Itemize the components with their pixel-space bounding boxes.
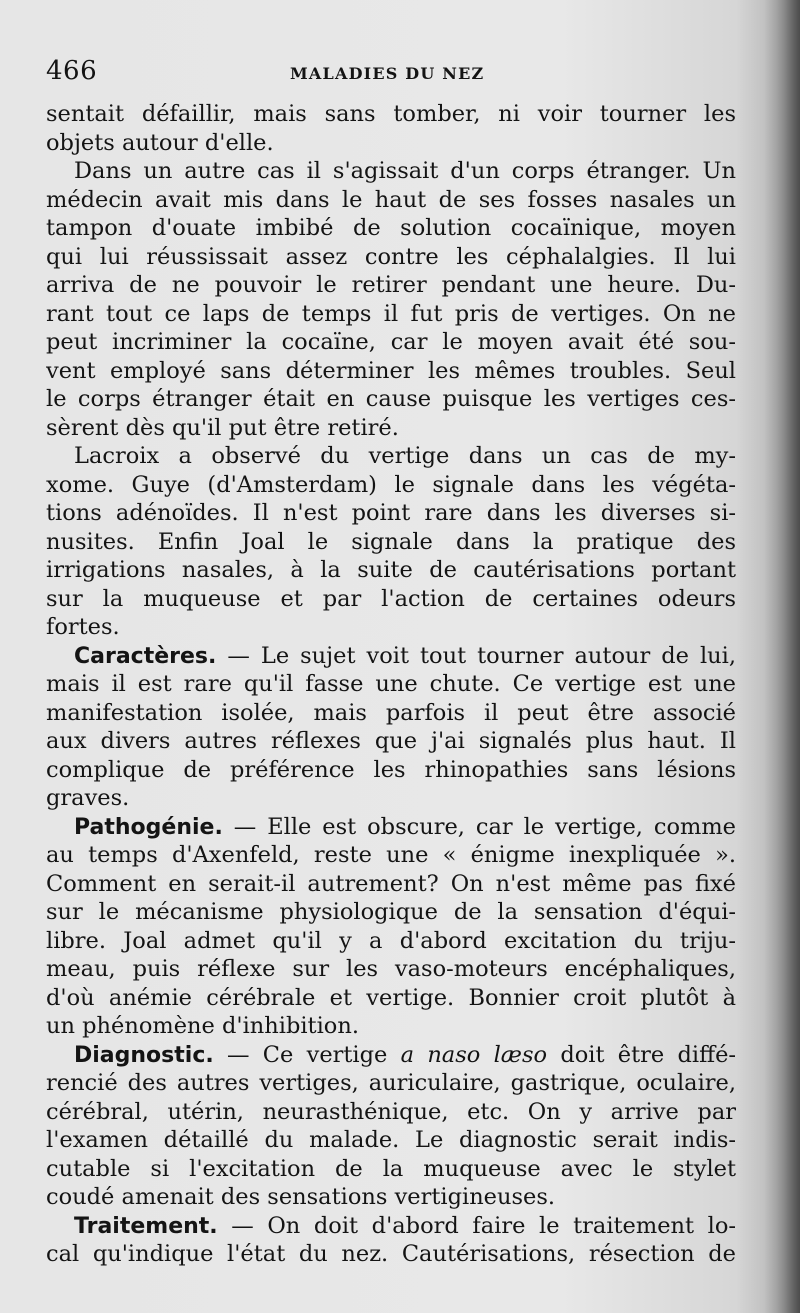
line-text: cutable si l'excitation de la muqueuse avec le stylet bbox=[46, 1155, 736, 1182]
text-line bbox=[46, 955, 736, 984]
text-line bbox=[46, 129, 736, 158]
line-text: peut incriminer la cocaïne, car le moyen avait été sou- bbox=[46, 329, 736, 355]
line-text: arriva de ne pouvoir le retirer pendant une heure. Du- bbox=[46, 272, 736, 298]
text-line bbox=[46, 813, 736, 842]
line-text: coudé amenait des sensations vertigineuses. bbox=[46, 1184, 556, 1210]
line-text: Lacroix a observé du vertige dans un cas de my- bbox=[74, 443, 736, 469]
line-text: le corps étranger était en cause puisque les vertiges ces- bbox=[46, 386, 736, 412]
section-heading-diagnostic: Diagnostic. bbox=[74, 1042, 214, 1068]
line-text: cal qu'indique l'état du nez. Cautérisations, résection de bbox=[46, 1241, 736, 1267]
text-line bbox=[46, 1098, 736, 1127]
text-line bbox=[46, 727, 736, 756]
running-title: MALADIES DU NEZ bbox=[290, 64, 485, 83]
text-line bbox=[46, 300, 736, 329]
line-text: doit être diffé- bbox=[547, 1041, 736, 1068]
line-text: aux divers autres réflexes que j'ai signalés plus haut. Il bbox=[46, 728, 736, 754]
text-line bbox=[46, 1069, 736, 1098]
line-text: irrigations nasales, à la suite de cautérisations portant bbox=[46, 557, 736, 583]
line-text: un phénomène d'inhibition. bbox=[46, 1013, 359, 1039]
page-number: 466 bbox=[46, 56, 98, 86]
text-line bbox=[46, 841, 736, 870]
line-text: rencié des autres vertiges, auriculaire, gastrique, oculaire, bbox=[46, 1070, 736, 1096]
text-line bbox=[46, 214, 736, 243]
line-text: tions adénoïdes. Il n'est point rare dans les diverses si- bbox=[46, 500, 736, 526]
text-line bbox=[46, 186, 736, 215]
line-text: sur la muqueuse et par l'action de certaines odeurs bbox=[46, 585, 736, 612]
text-line bbox=[46, 442, 736, 471]
line-text: sur le mécanisme physiologique de la sensation d'équi- bbox=[46, 899, 736, 925]
text-line bbox=[46, 414, 736, 443]
text-line bbox=[46, 642, 736, 671]
line-text: rant tout ce laps de temps il fut pris de vertiges. On ne bbox=[46, 300, 736, 327]
line-text: sentait défaillir, mais sans tomber, ni voir tourner les bbox=[46, 101, 736, 127]
text-line bbox=[46, 357, 736, 386]
line-text: mais il est rare qu'il fasse une chute. Ce vertige est une bbox=[46, 671, 736, 697]
line-text: — Elle est obscure, car le vertige, comme bbox=[222, 813, 736, 840]
text-line bbox=[46, 556, 736, 585]
text-line bbox=[46, 1183, 736, 1212]
line-text: qui lui réussissait assez contre les céphalalgies. Il lui bbox=[46, 243, 736, 270]
page-header bbox=[46, 52, 746, 92]
text-line bbox=[46, 385, 736, 414]
line-text: d'où anémie cérébrale et vertige. Bonnier croit plutôt à bbox=[46, 984, 736, 1011]
text-line bbox=[46, 1240, 736, 1269]
line-text: Dans un autre cas il s'agissait d'un corps étranger. Un bbox=[74, 158, 736, 184]
line-text: cérébral, utérin, neurasthénique, etc. On y arrive par bbox=[46, 1098, 736, 1125]
line-text: — Le sujet voit tout tourner autour de lui, bbox=[216, 642, 736, 669]
line-text: meau, puis réflexe sur les vaso-moteurs encéphaliques, bbox=[46, 956, 736, 982]
text-line bbox=[46, 1012, 736, 1041]
text-line bbox=[46, 1126, 736, 1155]
text-line bbox=[46, 328, 736, 357]
text-line bbox=[46, 1041, 736, 1070]
text-line bbox=[46, 585, 736, 614]
line-text: au temps d'Axenfeld, reste une « énigme inexpliquée ». bbox=[46, 842, 736, 868]
line-text: — Ce vertige bbox=[213, 1041, 401, 1068]
line-text: — On doit d'abord faire le traitement lo- bbox=[217, 1212, 736, 1239]
line-text: sèrent dès qu'il put être retiré. bbox=[46, 414, 399, 441]
section-heading-pathogenie: Pathogénie. bbox=[74, 814, 223, 840]
text-line bbox=[46, 157, 736, 186]
latin-phrase: a naso læso bbox=[400, 1041, 548, 1068]
line-text: Comment en serait-il autrement? On n'est même pas fixé bbox=[46, 870, 736, 897]
text-line bbox=[46, 243, 736, 272]
text-line bbox=[46, 699, 736, 728]
text-line bbox=[46, 1212, 736, 1241]
line-text: manifestation isolée, mais parfois il peut être associé bbox=[46, 699, 736, 726]
text-line bbox=[46, 927, 736, 956]
text-line bbox=[46, 271, 736, 300]
line-text: complique de préférence les rhinopathies sans lésions bbox=[46, 756, 736, 783]
line-text: graves. bbox=[46, 785, 130, 811]
line-text: objets autour d'elle. bbox=[46, 129, 274, 156]
text-line bbox=[46, 756, 736, 785]
text-line bbox=[46, 784, 736, 813]
text-line bbox=[46, 100, 736, 129]
text-line bbox=[46, 613, 736, 642]
section-heading-traitement: Traitement. bbox=[74, 1213, 218, 1239]
line-text: tampon d'ouate imbibé de solution cocaïnique, moyen bbox=[46, 215, 736, 241]
text-line bbox=[46, 898, 736, 927]
text-line bbox=[46, 499, 736, 528]
body-text bbox=[46, 100, 736, 1269]
line-text: nusites. Enfin Joal le signale dans la pratique des bbox=[46, 528, 736, 555]
text-line bbox=[46, 1155, 736, 1184]
binding-shadow bbox=[764, 0, 800, 1313]
line-text: médecin avait mis dans le haut de ses fosses nasales un bbox=[46, 186, 736, 213]
line-text: l'examen détaillé du malade. Le diagnostic serait indis- bbox=[46, 1127, 736, 1153]
section-heading-caracteres: Caractères. bbox=[74, 643, 217, 669]
text-line bbox=[46, 870, 736, 899]
text-line bbox=[46, 670, 736, 699]
line-text: fortes. bbox=[46, 614, 120, 640]
text-line bbox=[46, 984, 736, 1013]
line-text: xome. Guye (d'Amsterdam) le signale dans les végéta- bbox=[46, 471, 736, 498]
text-line bbox=[46, 471, 736, 500]
line-text: vent employé sans déterminer les mêmes troubles. Seul bbox=[46, 357, 736, 384]
line-text: libre. Joal admet qu'il y a d'abord excitation du triju- bbox=[46, 927, 736, 954]
text-line bbox=[46, 528, 736, 557]
